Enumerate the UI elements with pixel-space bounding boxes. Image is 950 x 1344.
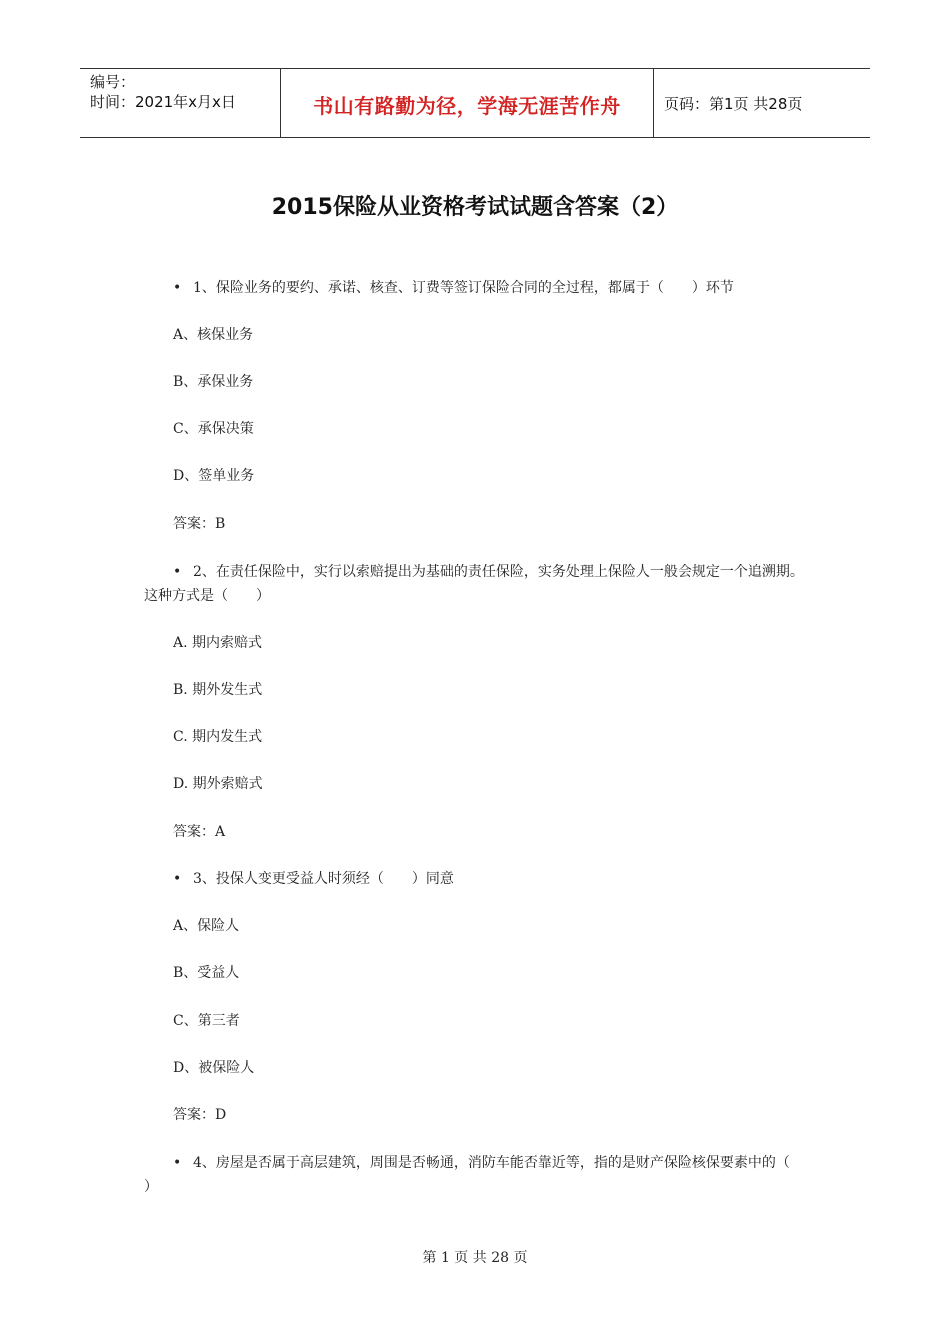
option: C、第三者 <box>173 1013 240 1029</box>
option: B. 期外发生式 <box>173 682 263 698</box>
option: A、保险人 <box>173 918 240 934</box>
answer: 答案：A <box>173 824 226 840</box>
motto: 书山有路勤为径，学海无涯苦作舟 <box>313 94 621 118</box>
bullet: • <box>173 280 182 296</box>
question-3 <box>173 868 454 888</box>
document-title: 2015保险从业资格考试试题含答案（2） <box>271 195 679 220</box>
header-info-cell <box>80 69 281 137</box>
option: B、受益人 <box>173 965 240 981</box>
question-2 <box>173 561 804 581</box>
option: C、承保决策 <box>173 421 254 437</box>
number-label: 编号： <box>90 73 136 91</box>
page-code: 页码：第1页 共28页 <box>664 95 803 113</box>
question-stem: 3、投保人变更受益人时须经（ ）同意 <box>193 871 454 887</box>
bullet: • <box>173 871 182 887</box>
option: D. 期外索赔式 <box>173 776 263 792</box>
question-stem: 2、在责任保险中，实行以索赔提出为基础的责任保险，实务处理上保险人一般会规定一个追溯期。 <box>193 564 804 580</box>
question-stem: 4、房屋是否属于高层建筑，周围是否畅通，消防车能否靠近等，指的是财产保险核保要素中的（ <box>193 1155 790 1171</box>
question-stem-continued: ） <box>144 1179 158 1195</box>
answer: 答案：B <box>173 516 226 532</box>
option: D、签单业务 <box>173 468 255 484</box>
option: D、被保险人 <box>173 1060 255 1076</box>
question-1 <box>173 277 734 297</box>
option: C. 期内发生式 <box>173 729 263 745</box>
question-4 <box>173 1152 790 1172</box>
bullet: • <box>173 1155 182 1171</box>
header-motto-cell <box>281 69 654 137</box>
question-stem: 1、保险业务的要约、承诺、核查、订费等签订保险合同的全过程，都属于（ ）环节 <box>193 280 734 296</box>
option: A、核保业务 <box>173 327 254 343</box>
page-footer: 第 1 页 共 28 页 <box>422 1250 528 1266</box>
page-header <box>80 68 870 138</box>
question-stem-continued: 这种方式是（ ） <box>144 588 270 604</box>
header-page-cell <box>654 69 870 137</box>
option: A. 期内索赔式 <box>173 635 263 651</box>
option: B、承保业务 <box>173 374 254 390</box>
time-label: 时间：2021年x月x日 <box>90 93 236 111</box>
answer: 答案：D <box>173 1107 227 1123</box>
bullet: • <box>173 564 182 580</box>
